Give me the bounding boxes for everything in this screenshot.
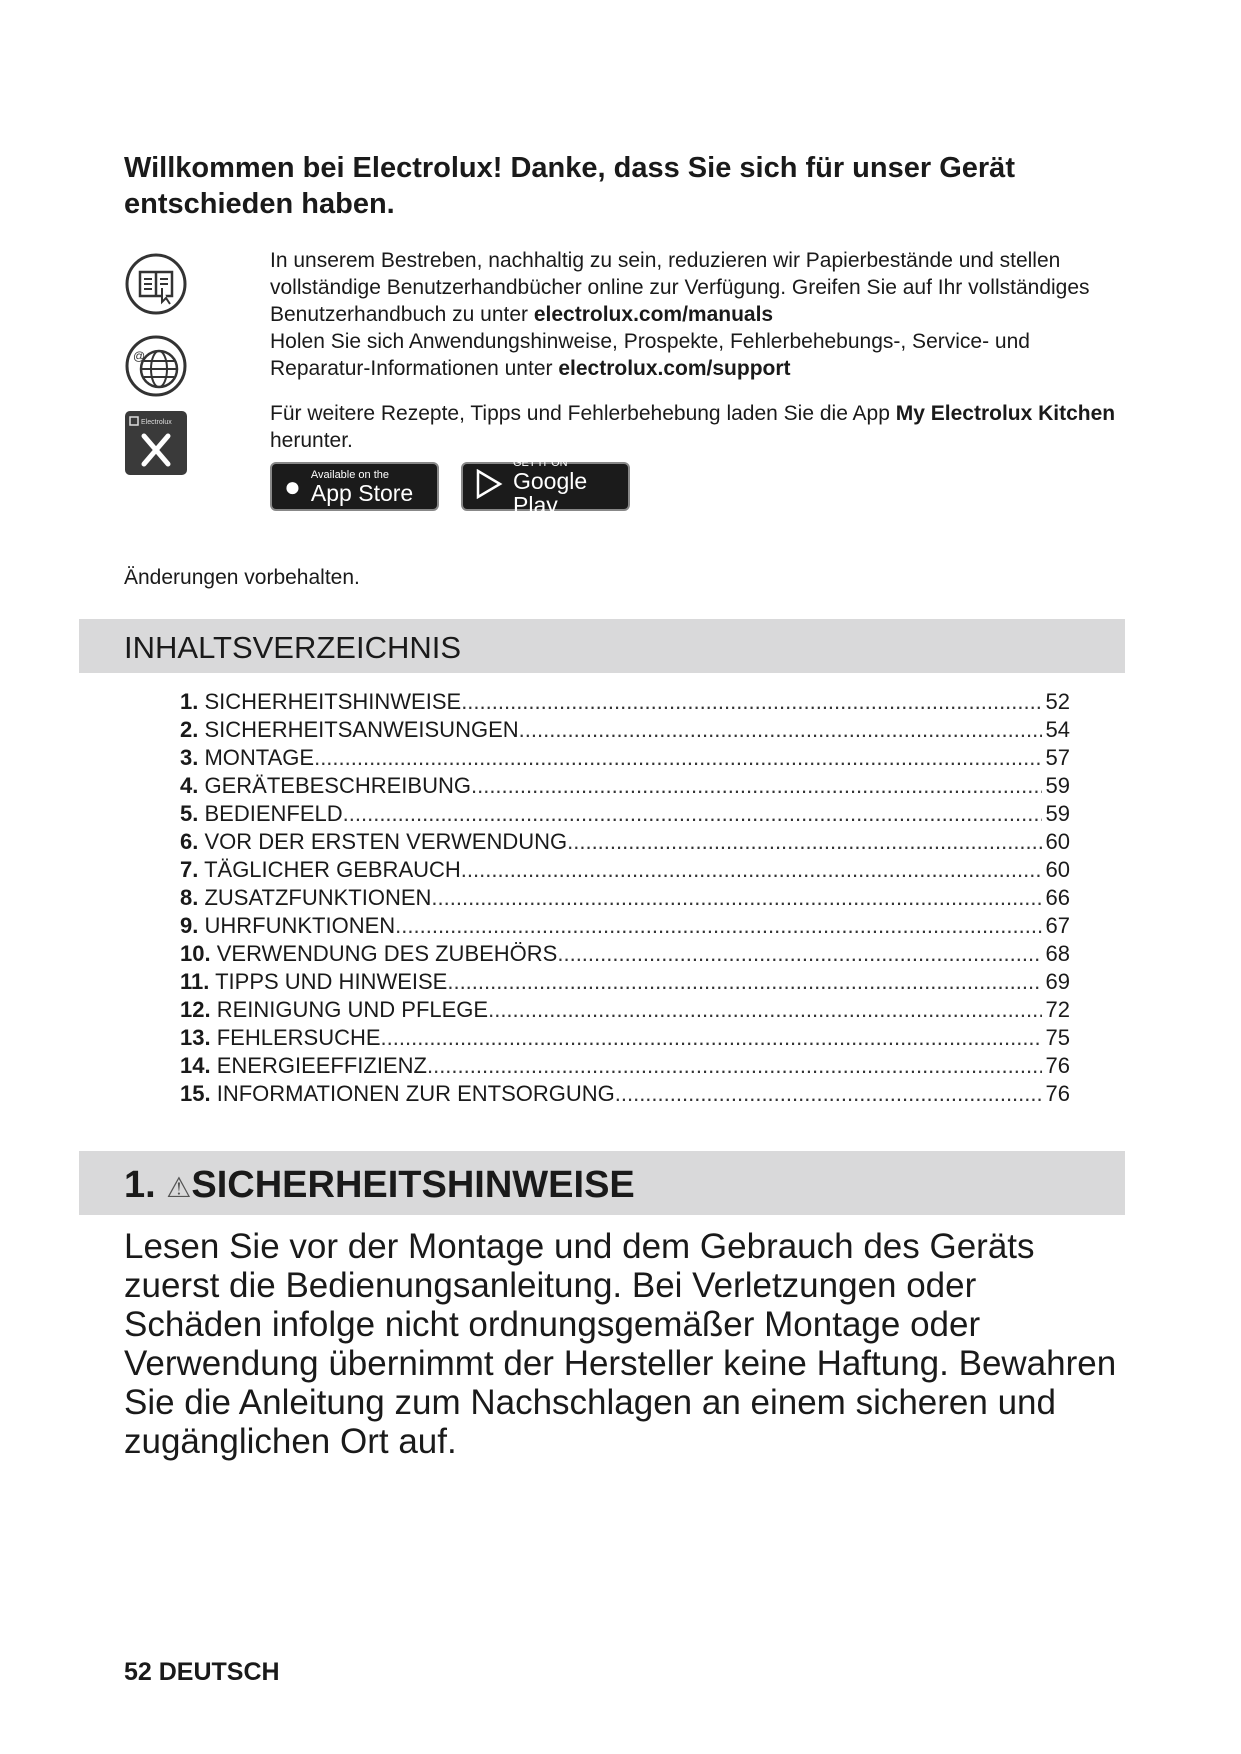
toc-label bbox=[180, 688, 461, 716]
toc-page: 76 bbox=[1045, 1081, 1070, 1106]
section-body: Lesen Sie vor der Montage und dem Gebrauch des Geräts zuerst die Bedienungsanleitung. Bei Verletzungen oder Schäden infolge nicht ordnungsgemäßer Montage oder Verwendung übernimmt der Hersteller keine Haftung. Bewahren Sie die Anleitung zum Nachschlagen an einem sicheren und zugänglichen Ort auf. bbox=[124, 1227, 1117, 1461]
toc-title: INFORMATIONEN ZUR ENTSORGUNG bbox=[216, 1081, 615, 1106]
toc-number: 10. bbox=[180, 941, 211, 966]
toc-number: 13. bbox=[180, 1025, 211, 1050]
toc-number: 2. bbox=[180, 717, 199, 742]
toc-item[interactable] bbox=[180, 1024, 1070, 1052]
app-name: My Electrolux Kitchen bbox=[895, 402, 1116, 425]
toc-item[interactable] bbox=[180, 800, 1070, 828]
toc-title: SICHERHEITSHINWEISE bbox=[204, 689, 462, 714]
toc-label bbox=[180, 968, 447, 996]
google-play-badge[interactable] bbox=[461, 456, 630, 518]
toc-page: 57 bbox=[1045, 745, 1070, 770]
google-big: Google Play bbox=[513, 467, 588, 518]
intro-app-text: Für weitere Rezepte, Tipps und Fehlerbehebung laden Sie die App bbox=[270, 402, 896, 425]
warning-icon: ⚠ bbox=[166, 1172, 192, 1203]
electrolux-kitchen-app-icon bbox=[124, 410, 188, 476]
toc-title: VERWENDUNG DES ZUBEHÖRS bbox=[216, 941, 558, 966]
section-number: 1. bbox=[124, 1164, 156, 1206]
play-icon bbox=[475, 469, 503, 504]
toc-page: 76 bbox=[1045, 1053, 1070, 1078]
toc-page: 59 bbox=[1045, 773, 1070, 798]
toc-item[interactable] bbox=[180, 744, 1070, 772]
toc-page: 60 bbox=[1045, 829, 1070, 854]
toc-leader bbox=[447, 968, 1041, 996]
toc-title: FEHLERSUCHE bbox=[216, 1025, 381, 1050]
toc-leader bbox=[488, 996, 1041, 1024]
toc-label bbox=[180, 1052, 427, 1080]
toc-label bbox=[180, 772, 471, 800]
toc-leader bbox=[557, 940, 1041, 968]
toc-title: TIPPS UND HINWEISE bbox=[215, 969, 448, 994]
support-link[interactable]: electrolux.com/support bbox=[558, 357, 791, 380]
toc-heading: INHALTSVERZEICHNIS bbox=[79, 619, 1125, 673]
toc-leader bbox=[395, 912, 1041, 940]
toc-leader bbox=[567, 828, 1041, 856]
globe-support-icon bbox=[124, 334, 188, 398]
toc-item[interactable] bbox=[180, 940, 1070, 968]
toc-number: 4. bbox=[180, 773, 199, 798]
toc-item[interactable] bbox=[180, 1080, 1070, 1108]
toc-leader bbox=[431, 884, 1041, 912]
toc-number: 8. bbox=[180, 885, 199, 910]
toc-label bbox=[180, 940, 557, 968]
toc-number: 1. bbox=[180, 689, 199, 714]
section-title: SICHERHEITSHINWEISE bbox=[191, 1164, 635, 1206]
toc-item[interactable] bbox=[180, 688, 1070, 716]
page-title: Willkommen bei Electrolux! Danke, dass Sie sich für unser Gerät entschieden haben. bbox=[124, 152, 1015, 220]
toc-label bbox=[180, 912, 395, 940]
section-heading bbox=[79, 1151, 1125, 1215]
toc-label bbox=[180, 996, 488, 1024]
toc-leader bbox=[343, 800, 1042, 828]
toc-label bbox=[180, 884, 431, 912]
toc-number: 5. bbox=[180, 801, 199, 826]
toc-title: GERÄTEBESCHREIBUNG bbox=[204, 773, 471, 798]
app-store-badge[interactable] bbox=[270, 462, 439, 511]
toc-item[interactable] bbox=[180, 912, 1070, 940]
intro-support-text: Holen Sie sich Anwendungshinweise, Prospekte, Fehlerbehebungs-, Service- und Reparatur-Informationen unter bbox=[270, 330, 1030, 380]
toc-leader bbox=[381, 1024, 1042, 1052]
toc-item[interactable] bbox=[180, 884, 1070, 912]
toc-page: 52 bbox=[1045, 689, 1070, 714]
toc-number: 14. bbox=[180, 1053, 211, 1078]
toc-title: UHRFUNKTIONEN bbox=[204, 913, 396, 938]
toc-title: SICHERHEITSANWEISUNGEN bbox=[204, 717, 519, 742]
toc-page: 68 bbox=[1045, 941, 1070, 966]
toc-label bbox=[180, 800, 343, 828]
toc-leader bbox=[471, 772, 1042, 800]
toc-label bbox=[180, 828, 567, 856]
toc-number: 12. bbox=[180, 997, 211, 1022]
toc-label bbox=[180, 1024, 381, 1052]
intro-app-suffix: herunter. bbox=[270, 429, 353, 452]
toc-title: BEDIENFELD bbox=[204, 801, 343, 826]
google-small: GET IT ON bbox=[513, 456, 568, 469]
toc-page: 69 bbox=[1045, 969, 1070, 994]
toc-title: ZUSATZFUNKTIONEN bbox=[204, 885, 432, 910]
toc-label bbox=[180, 716, 519, 744]
manual-icon bbox=[124, 252, 188, 316]
toc-number: 15. bbox=[180, 1081, 211, 1106]
toc-item[interactable] bbox=[180, 856, 1070, 884]
toc-item[interactable] bbox=[180, 1052, 1070, 1080]
intro-text bbox=[270, 247, 1130, 454]
toc-leader bbox=[314, 744, 1041, 772]
toc-item[interactable] bbox=[180, 716, 1070, 744]
toc-number: 3. bbox=[180, 745, 199, 770]
toc-title: TÄGLICHER GEBRAUCH bbox=[204, 857, 461, 882]
toc-page: 59 bbox=[1045, 801, 1070, 826]
toc-page: 75 bbox=[1045, 1025, 1070, 1050]
toc-page: 66 bbox=[1045, 885, 1070, 910]
toc-item[interactable] bbox=[180, 968, 1070, 996]
svg-text:Electrolux: Electrolux bbox=[141, 419, 172, 426]
appstore-big: App Store bbox=[310, 479, 414, 506]
toc-item[interactable] bbox=[180, 828, 1070, 856]
toc-title: ENERGIEEFFIZIENZ bbox=[216, 1053, 427, 1078]
toc-number: 6. bbox=[180, 829, 199, 854]
toc-page: 67 bbox=[1045, 913, 1070, 938]
table-of-contents bbox=[180, 688, 1070, 1108]
toc-number: 7. bbox=[180, 857, 199, 882]
apple-icon: ● bbox=[284, 470, 301, 502]
changes-note: Änderungen vorbehalten. bbox=[124, 566, 360, 589]
svg-text:@: @ bbox=[133, 349, 146, 363]
toc-leader bbox=[461, 856, 1042, 884]
appstore-small: Available on the bbox=[310, 468, 390, 481]
page-footer: 52 DEUTSCH bbox=[124, 1658, 280, 1686]
toc-item[interactable] bbox=[180, 772, 1070, 800]
intro-manuals-text: In unserem Bestreben, nachhaltig zu sein, reduzieren wir Papierbestände und stellen vollständige Benutzerhandbücher online zur Verfügung. Greifen Sie auf Ihr vollständiges Benutzerhandbuch zu unter bbox=[270, 249, 1090, 326]
toc-leader bbox=[519, 716, 1042, 744]
toc-number: 11. bbox=[180, 969, 210, 994]
toc-item[interactable] bbox=[180, 996, 1070, 1024]
toc-number: 9. bbox=[180, 913, 199, 938]
toc-title: VOR DER ERSTEN VERWENDUNG bbox=[204, 829, 568, 854]
toc-label bbox=[180, 1080, 615, 1108]
toc-page: 54 bbox=[1045, 717, 1070, 742]
toc-label bbox=[180, 744, 314, 772]
manuals-link[interactable]: electrolux.com/manuals bbox=[533, 303, 774, 326]
toc-title: REINIGUNG UND PFLEGE bbox=[216, 997, 489, 1022]
toc-page: 60 bbox=[1045, 857, 1070, 882]
toc-page: 72 bbox=[1045, 997, 1070, 1022]
toc-leader bbox=[427, 1052, 1042, 1080]
toc-label bbox=[180, 856, 461, 884]
toc-leader bbox=[615, 1080, 1042, 1108]
toc-leader bbox=[461, 688, 1041, 716]
toc-title: MONTAGE bbox=[204, 745, 315, 770]
